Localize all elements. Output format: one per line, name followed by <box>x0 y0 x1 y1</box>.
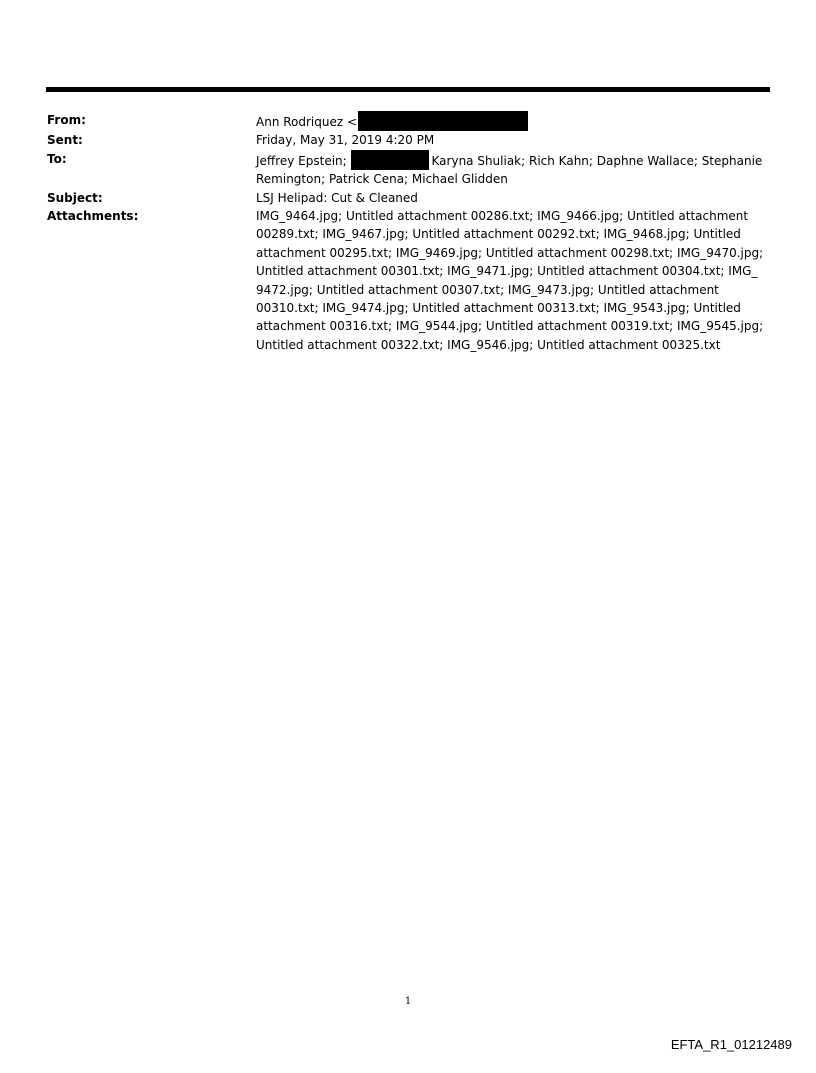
redacted-recipient-box <box>351 150 429 170</box>
to-label: To: <box>47 151 67 166</box>
redacted-email-box <box>358 111 528 131</box>
to-first-recipient: Jeffrey Epstein; <box>256 153 347 168</box>
subject-label: Subject: <box>47 190 103 205</box>
to-other-recipients: Karyna Shuliak; Rich Kahn; Daphne Wallace; Stephanie Remington; Patrick Cena; Michael Glidden <box>256 153 763 187</box>
page-number: 1 <box>404 996 412 1007</box>
to-value <box>256 150 775 189</box>
attachments-label: Attachments: <box>47 209 139 224</box>
subject-value: LSJ Helipad: Cut & Cleaned <box>256 190 418 205</box>
header-divider <box>46 87 770 92</box>
attachments-value: IMG_9464.jpg; Untitled attachment 00286.txt; IMG_9466.jpg; Untitled attachment 00289.txt; IMG_9467.jpg; Untitled attachment 00292.txt; IMG_9468.jpg; Untitled attachment 00295.txt; IMG_9469.jpg; Untitled attachment 00298.txt; IMG_9470.jpg; Untitled attachment 00301.txt; IMG_9471.jpg; Untitled attachment 00304.txt; IMG_ 9472.jpg; Untitled attachment 00307.txt; IMG_9473.jpg; Untitled attachment 00310.txt; IMG_9474.jpg; Untitled attachment 00313.txt; IMG_9543.jpg; Untitled attachment 00316.txt; IMG_9544.jpg; Untitled attachment 00319.txt; IMG_9545.jpg; Untitled attachment 00322.txt; IMG_9546.jpg; Untitled attachment 00325.txt <box>256 209 764 352</box>
sent-row <box>47 131 775 149</box>
subject-row <box>47 189 775 207</box>
sent-label: Sent: <box>47 133 83 148</box>
bates-number: EFTA_R1_01212489 <box>670 1037 792 1052</box>
sent-value: Friday, May 31, 2019 4:20 PM <box>256 133 435 148</box>
from-value <box>256 111 775 131</box>
email-header <box>47 111 775 354</box>
to-row <box>47 150 775 189</box>
from-label: From: <box>47 113 86 127</box>
attachments-row <box>47 207 775 354</box>
from-row <box>47 111 775 131</box>
from-name: Ann Rodriquez < <box>256 115 358 129</box>
